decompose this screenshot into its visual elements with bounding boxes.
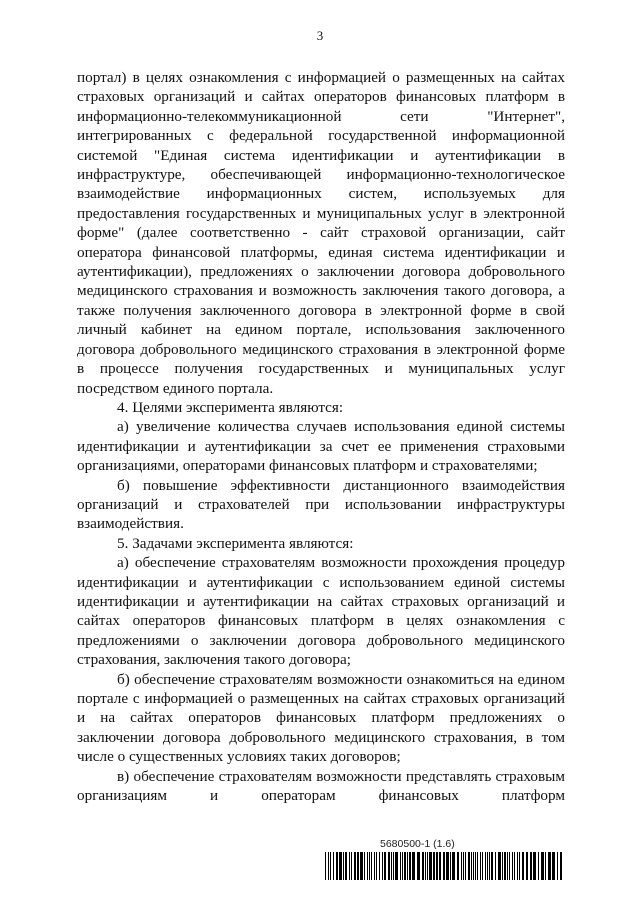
page-number: 3 — [316, 28, 324, 43]
paragraph-item-5-heading: 5. Задачами эксперимента являются: — [117, 534, 354, 552]
paragraph-item-5a: а) обеспечение страхователям возможности прохождения процедур идентификации и аутентификации с использованием единой системы идентификации и аутентификации на сайтах страховых организаций и сайтах операторов финансовых платформ в целях ознакомления с предложениями о заключении договора добровольного медицинского страхования, заключения такого договора; — [77, 554, 565, 669]
document-body — [77, 68, 565, 805]
paragraph-item-4a: а) увеличение количества случаев использования единой системы идентификации и аутентификации за счет ее применения страховыми организациями, операторами финансовых платформ и страхователями; — [77, 418, 565, 475]
barcode-image — [325, 852, 565, 880]
paragraph-item-4b: б) повышение эффективности дистанционного взаимодействия организаций и страхователей при использовании инфраструктуры взаимодействия. — [77, 476, 565, 533]
paragraph-portal-continuation: портал) в целях ознакомления с информацией о размещенных на сайтах страховых организаций и сайтах операторов финансовых платформ в информационно-телекоммуникационной сети "Интернет", интегрированных с федеральной государственной информационной системой "Единая система идентификации и аутентификации в инфраструктуре, обеспечивающей информационно-технологическое взаимодействие информационных систем, используемых для предоставления государственных и муниципальных услуг в электронной форме" (далее соответственно - сайт страховой организации, сайт оператора финансовой платформы, единая система идентификации и аутентификации), предложениях о заключении договора добровольного медицинского страхования и возможность заключения такого договора, а также получения заключенного договора в электронной форме в свой личный кабинет на едином портале, использования заключенного договора добровольного медицинского страхования в электронной форме в процессе получения государственных и муниципальных услуг посредством единого портала. — [77, 69, 565, 397]
paragraph-item-5b: б) обеспечение страхователям возможности ознакомиться на едином портале с информацией о размещенных на сайтах страховых организаций и на сайтах операторов финансовых платформ предложениях о заключении договора добровольного медицинского страхования, в том числе о существенных условиях таких договоров; — [77, 670, 565, 766]
paragraph-item-5c: в) обеспечение страхователям возможности представлять страховым организациям и операторам финансовых платформ — [77, 767, 565, 805]
paragraph-item-4-heading: 4. Целями эксперимента являются: — [117, 398, 344, 416]
document-code: 5680500-1 (1.6) — [380, 838, 455, 850]
